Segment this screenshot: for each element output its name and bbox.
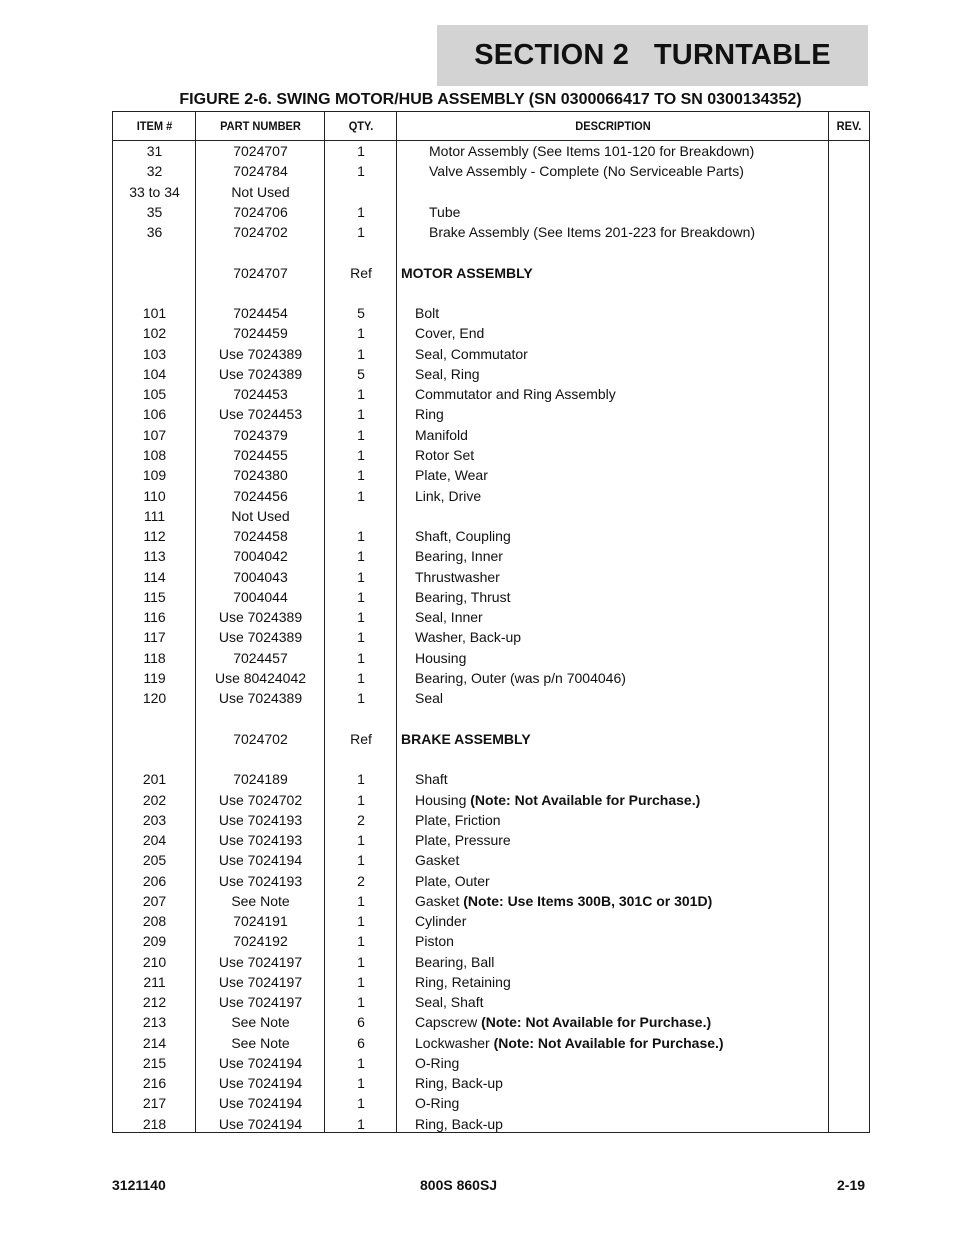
table-row: [113, 911, 869, 931]
table-row: [113, 465, 869, 485]
description: [415, 303, 439, 323]
description-text: Lockwasher: [415, 1034, 494, 1051]
quantity: 1: [357, 973, 365, 990]
quantity: 1: [357, 669, 365, 686]
table-row: [113, 486, 869, 506]
table-row: [113, 425, 869, 445]
description: [415, 1012, 711, 1032]
part-number: 7024453: [233, 386, 288, 403]
description: [415, 871, 490, 891]
description-text: Housing: [415, 649, 467, 666]
item-number: 119: [143, 669, 166, 686]
part-number: 7024456: [233, 487, 288, 504]
quantity: 1: [357, 345, 365, 362]
table-row: [113, 830, 869, 850]
description: [415, 810, 501, 830]
description: [415, 404, 444, 424]
table-row: [113, 445, 869, 465]
quantity: 1: [357, 1054, 365, 1071]
description-text: Motor Assembly (See Items 101-120 for Breakdown): [429, 143, 755, 159]
item-number: 109: [142, 467, 167, 484]
description-text: Cylinder: [415, 913, 467, 930]
table-row: [113, 607, 869, 627]
table-body: [113, 141, 869, 1134]
description-text: Plate, Wear: [415, 467, 488, 484]
table-row: [113, 931, 869, 951]
column-header-part-number: PART NUMBER: [220, 119, 301, 133]
description: [415, 688, 443, 708]
part-number: 7024192: [233, 933, 288, 950]
description: [415, 445, 474, 465]
description-text: Bearing, Thrust: [415, 588, 511, 605]
quantity: 2: [357, 811, 365, 828]
quantity: 1: [357, 791, 365, 808]
description: [415, 648, 466, 668]
description: [415, 1114, 503, 1134]
item-number: 32: [146, 163, 163, 180]
quantity: 5: [357, 305, 365, 322]
column-header-rev: REV.: [836, 119, 862, 133]
item-number: 120: [142, 690, 167, 707]
part-number: Use 80424042: [214, 669, 307, 686]
table-row: [113, 891, 869, 911]
table-row: [113, 303, 869, 323]
table-row: [113, 587, 869, 607]
table-row: [113, 1093, 869, 1113]
quantity: 1: [357, 933, 365, 950]
description-text: Housing: [415, 791, 471, 808]
description-text: Bearing, Inner: [415, 548, 503, 565]
table-row: [113, 1033, 869, 1053]
table-row: [113, 769, 869, 789]
description-text: Ring, Back-up: [415, 1075, 503, 1092]
part-number: Not Used: [231, 183, 290, 200]
description-text: Commutator and Ring Assembly: [415, 386, 616, 403]
description: [429, 141, 754, 161]
part-number: Not Used: [231, 507, 290, 524]
quantity: 6: [357, 1014, 365, 1031]
part-number: Use 7024194: [218, 1054, 303, 1071]
item-number: 117: [143, 629, 166, 646]
part-number: Use 7024389: [218, 365, 303, 382]
part-number: Use 7024194: [218, 1095, 303, 1112]
description: [415, 952, 494, 972]
table-row: [113, 242, 869, 262]
quantity: 1: [357, 913, 365, 930]
description: [415, 1053, 459, 1073]
item-number: 210: [142, 953, 167, 970]
footer-page-number: 2-19: [837, 1177, 866, 1193]
quantity: 1: [357, 690, 365, 707]
table-row: [113, 708, 869, 728]
item-number: 111: [143, 507, 166, 524]
part-number: Use 7024702: [218, 791, 303, 808]
description: [415, 486, 481, 506]
description-text: Thrustwasher: [415, 568, 500, 585]
description: [415, 384, 616, 404]
part-number: Use 7024193: [218, 811, 303, 828]
part-number: Use 7024389: [218, 690, 303, 707]
part-number: 7024191: [233, 913, 288, 930]
quantity: 1: [357, 143, 365, 159]
description-text: Bearing, Outer (was p/n 7004046): [415, 669, 626, 686]
description-text: Seal: [415, 690, 444, 707]
description-text: MOTOR ASSEMBLY: [401, 264, 533, 281]
quantity: 1: [357, 852, 365, 869]
description-text: Capscrew: [415, 1014, 482, 1031]
quantity: 1: [357, 609, 365, 626]
description: [415, 323, 484, 343]
table-row: [113, 202, 869, 222]
description: [415, 850, 459, 870]
description-text: Washer, Back-up: [415, 629, 522, 646]
item-number: 107: [142, 426, 167, 443]
quantity: 5: [357, 365, 365, 382]
quantity: 1: [357, 386, 365, 403]
item-number: 106: [142, 406, 167, 423]
part-number: 7024458: [233, 528, 288, 545]
quantity: 1: [357, 203, 365, 220]
table-row: [113, 141, 869, 161]
table-row: [113, 161, 869, 181]
table-row: [113, 810, 869, 830]
quantity: 1: [357, 832, 365, 849]
quantity: 1: [357, 406, 365, 423]
quantity: 1: [357, 224, 365, 241]
description: [415, 769, 448, 789]
description-text: Valve Assembly - Complete (No Serviceable Parts): [429, 163, 744, 180]
part-number: Use 7024194: [218, 1115, 303, 1132]
table-row: [113, 972, 869, 992]
item-number: 31: [146, 143, 163, 159]
part-number: Use 7024193: [218, 832, 303, 849]
description: [415, 992, 484, 1012]
part-number: 7004042: [233, 548, 288, 565]
table-row: [113, 344, 869, 364]
table-row: [113, 526, 869, 546]
part-number: 7024454: [233, 305, 288, 322]
description: [415, 567, 500, 587]
assembly-heading: [401, 729, 531, 749]
table-row: [113, 567, 869, 587]
quantity: 2: [357, 872, 365, 889]
table-row: [113, 1012, 869, 1032]
part-number: See Note: [231, 892, 290, 909]
parts-table: [112, 111, 870, 1133]
quantity: Ref: [350, 264, 372, 281]
part-number: Use 7024194: [218, 1075, 303, 1092]
item-number: 206: [142, 872, 167, 889]
description-text: BRAKE ASSEMBLY: [401, 730, 531, 747]
item-number: 113: [143, 548, 166, 565]
table-row: [113, 283, 869, 303]
table-row: [113, 871, 869, 891]
item-number: 205: [142, 852, 167, 869]
table-row: [113, 688, 869, 708]
description: [415, 1093, 459, 1113]
item-number: 115: [143, 588, 166, 605]
quantity: 1: [357, 163, 365, 180]
table-row: [113, 263, 869, 283]
description-text: Gasket: [415, 892, 464, 909]
description: [415, 911, 466, 931]
description: [415, 972, 511, 992]
table-row: [113, 546, 869, 566]
quantity: 1: [357, 892, 365, 909]
description-text: Link, Drive: [415, 487, 482, 504]
part-number: 7024702: [233, 224, 288, 241]
part-number: 7024707: [233, 143, 288, 159]
item-number: 103: [142, 345, 167, 362]
table-row: [113, 668, 869, 688]
item-number: 209: [142, 933, 167, 950]
description-text: Ring: [415, 406, 444, 423]
description-text: O-Ring: [415, 1054, 460, 1071]
column-header-description: DESCRIPTION: [575, 119, 651, 133]
item-number: 207: [142, 892, 167, 909]
table-row: [113, 404, 869, 424]
description-text: Gasket: [415, 852, 460, 869]
description-text: Plate, Pressure: [415, 832, 511, 849]
part-number: Use 7024389: [218, 629, 303, 646]
description-text: Shaft: [415, 771, 448, 788]
quantity: 1: [357, 649, 365, 666]
item-number: 211: [143, 973, 166, 990]
item-number: 35: [146, 203, 163, 220]
description: [415, 607, 483, 627]
quantity: 1: [357, 1075, 365, 1092]
quantity: 1: [357, 528, 365, 545]
quantity: Ref: [350, 730, 372, 747]
part-number: Use 7024389: [218, 609, 303, 626]
quantity: 1: [357, 588, 365, 605]
part-number: Use 7024389: [218, 345, 303, 362]
part-number: 7024784: [233, 163, 288, 180]
table-row: [113, 729, 869, 749]
quantity: 1: [357, 771, 365, 788]
description-text: Rotor Set: [415, 446, 475, 463]
table-row: [113, 1073, 869, 1093]
item-number: 202: [142, 791, 167, 808]
item-number: 108: [142, 446, 167, 463]
description-text: Bearing, Ball: [415, 953, 495, 970]
quantity: 1: [357, 953, 365, 970]
description: [415, 1073, 503, 1093]
part-number: Use 7024197: [218, 994, 303, 1011]
item-number: 203: [142, 811, 167, 828]
description-text: Cover, End: [415, 325, 485, 342]
description-text: Shaft, Coupling: [415, 528, 511, 545]
description: [415, 627, 521, 647]
table-row: [113, 648, 869, 668]
item-number: 217: [142, 1095, 167, 1112]
description: [429, 222, 755, 242]
table-row: [113, 182, 869, 202]
description-text: Piston: [415, 933, 454, 950]
description: [415, 344, 528, 364]
part-number: 7024706: [233, 203, 288, 220]
part-number: 7024455: [233, 446, 288, 463]
item-number: 218: [142, 1115, 167, 1132]
part-number: 7004043: [233, 568, 288, 585]
quantity: 1: [357, 426, 365, 443]
part-number: 7024459: [233, 325, 288, 342]
table-row: [113, 222, 869, 242]
quantity: 1: [357, 568, 365, 585]
description-text: Tube: [429, 203, 461, 220]
description: [415, 830, 511, 850]
part-number: 7004044: [233, 588, 288, 605]
quantity: 1: [357, 325, 365, 342]
description-text: Manifold: [415, 426, 468, 443]
section-header: [437, 25, 868, 86]
item-number: 212: [142, 994, 167, 1011]
item-number: 36: [146, 224, 163, 241]
item-number: 102: [142, 325, 167, 342]
description-note: (Note: Not Available for Purchase.): [470, 791, 701, 808]
description: [429, 202, 460, 222]
item-number: 110: [143, 487, 166, 504]
item-number: 204: [142, 832, 167, 849]
description: [415, 931, 454, 951]
item-number: 33 to 34: [129, 183, 180, 200]
item-number: 114: [143, 568, 166, 585]
description-note: (Note: Not Available for Purchase.): [481, 1014, 712, 1031]
part-number: 7024702: [233, 730, 288, 747]
item-number: 112: [143, 528, 166, 545]
description-text: Plate, Friction: [415, 811, 501, 828]
description-text: Ring, Retaining: [415, 973, 511, 990]
description-text: Seal, Inner: [415, 609, 483, 626]
figure-title: FIGURE 2-6. SWING MOTOR/HUB ASSEMBLY (SN 0300066417 TO SN 0300134352): [179, 91, 802, 108]
description: [415, 425, 468, 445]
item-number: 104: [142, 365, 167, 382]
quantity: 1: [357, 994, 365, 1011]
column-header-qty: QTY.: [348, 119, 374, 133]
assembly-heading: [401, 263, 533, 283]
description: [415, 364, 480, 384]
part-number: See Note: [231, 1034, 290, 1051]
table-row: [113, 323, 869, 343]
item-number: 208: [142, 913, 167, 930]
quantity: 1: [357, 446, 365, 463]
section-title: SECTION 2 TURNTABLE: [474, 39, 831, 71]
item-number: 215: [142, 1054, 167, 1071]
footer-model: 800S 860SJ: [420, 1177, 498, 1193]
part-number: Use 7024197: [218, 953, 303, 970]
description-note: (Note: Not Available for Purchase.): [493, 1034, 724, 1051]
item-number: 105: [142, 386, 167, 403]
description: [415, 668, 626, 688]
quantity: 1: [357, 1115, 365, 1132]
description-text: O-Ring: [415, 1095, 460, 1112]
description-text: Bolt: [415, 305, 440, 322]
quantity: 1: [357, 487, 365, 504]
description: [415, 526, 511, 546]
part-number: Use 7024194: [218, 852, 303, 869]
quantity: 1: [357, 467, 365, 484]
description: [415, 891, 712, 911]
description: [415, 587, 510, 607]
description-note: (Note: Use Items 300B, 301C or 301D): [463, 892, 713, 909]
column-header-item: ITEM #: [136, 119, 173, 133]
part-number: See Note: [231, 1014, 290, 1031]
table-row: [113, 627, 869, 647]
table-row: [113, 992, 869, 1012]
description-text: Brake Assembly (See Items 201-223 for Breakdown): [429, 224, 756, 241]
quantity: 1: [357, 1095, 365, 1112]
description-text: Seal, Shaft: [415, 994, 484, 1011]
table-row: [113, 364, 869, 384]
table-row: [113, 506, 869, 526]
item-number: 101: [142, 305, 167, 322]
table-row: [113, 749, 869, 769]
part-number: 7024707: [233, 264, 288, 281]
description: [429, 161, 744, 181]
footer-doc-number: 3121140: [112, 1177, 166, 1193]
description-text: Seal, Ring: [415, 365, 480, 382]
part-number: 7024189: [233, 771, 288, 788]
description-text: Plate, Outer: [415, 872, 490, 889]
part-number: 7024380: [233, 467, 288, 484]
item-number: 118: [143, 649, 166, 666]
table-row: [113, 1053, 869, 1073]
table-header: [113, 112, 869, 141]
part-number: Use 7024197: [218, 973, 303, 990]
table-row: [113, 952, 869, 972]
part-number: 7024457: [233, 649, 288, 666]
description: [415, 546, 503, 566]
description: [415, 1033, 724, 1053]
item-number: 116: [143, 609, 166, 626]
table-row: [113, 1114, 869, 1134]
part-number: Use 7024193: [218, 872, 303, 889]
item-number: 213: [142, 1014, 167, 1031]
item-number: 214: [142, 1034, 167, 1051]
table-row: [113, 790, 869, 810]
part-number: Use 7024453: [218, 406, 303, 423]
table-row: [113, 850, 869, 870]
quantity: 6: [357, 1034, 365, 1051]
description-text: Seal, Commutator: [415, 345, 528, 362]
table-row: [113, 384, 869, 404]
item-number: 216: [142, 1075, 167, 1092]
description-text: Ring, Back-up: [415, 1115, 503, 1132]
description: [415, 465, 488, 485]
quantity: 1: [357, 629, 365, 646]
part-number: 7024379: [233, 426, 288, 443]
item-number: 201: [142, 771, 167, 788]
description: [415, 790, 700, 810]
quantity: 1: [357, 548, 365, 565]
